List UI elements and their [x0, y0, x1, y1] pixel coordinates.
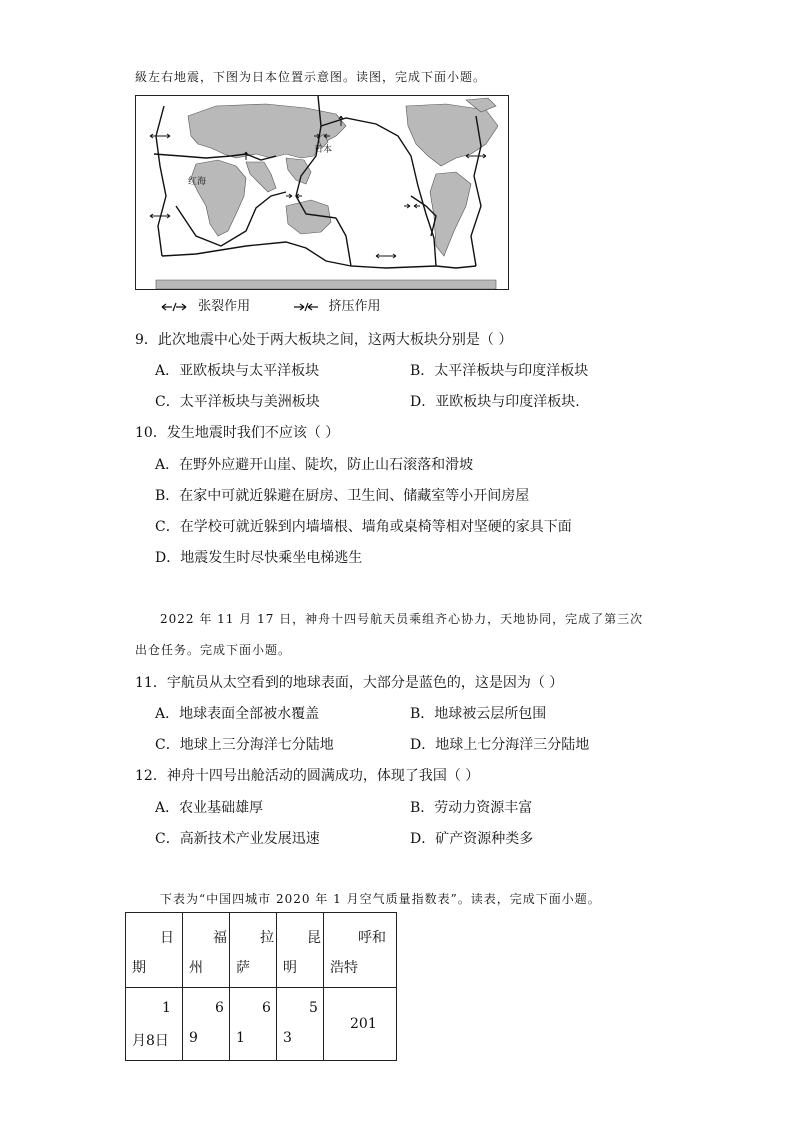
row1-lasa-part2: 1: [236, 1030, 245, 1046]
q12-option-a[interactable]: A．农业基础雄厚: [155, 800, 264, 816]
table-header-row: [126, 913, 397, 988]
q10-option-a[interactable]: A．在野外应避开山崖、陡坎，防止山石滚落和滑坡: [155, 457, 474, 473]
q12-option-b[interactable]: B．劳动力资源丰富: [410, 800, 533, 816]
header-lasa-part2: 萨: [236, 960, 250, 976]
header-kunming-part1: 昆: [307, 930, 321, 946]
header-fuzhou-part2: 州: [189, 960, 203, 976]
q10-option-b[interactable]: B．在家中可就近躲避在厨房、卫生间、储藏室等小开间房屋: [155, 488, 530, 504]
q9-option-b[interactable]: B．太平洋板块与印度洋板块: [410, 363, 589, 379]
legend-divergent-label: 张裂作用: [198, 299, 251, 314]
boundary-ridge-atlantic-left: [156, 106, 166, 256]
q10-stem: 10．发生地震时我们不应该（ ）: [135, 425, 340, 441]
header-date-part1: 日: [160, 930, 174, 946]
boundary-pacific-south: [336, 218, 436, 268]
boundary-south-arc: [162, 242, 351, 266]
arrow-divergent-3: [466, 154, 486, 158]
intro-text-1: 級左右地震，下图为日本位置示意图。读图，完成下面小题。: [135, 70, 487, 84]
row1-fuzhou-part1: 6: [215, 1000, 224, 1016]
header-kunming-part2: 明: [283, 960, 297, 976]
divergent-symbol-icon: [160, 301, 188, 313]
row1-fuzhou-part2: 9: [189, 1030, 198, 1046]
q10-option-c[interactable]: C．在学校可就近躲到内墙墙根、墙角或桌椅等相对坚硬的家具下面: [155, 519, 572, 535]
header-lasa-part1: 拉: [260, 930, 274, 946]
q9-option-a[interactable]: A．亚欧板块与太平洋板块: [155, 363, 320, 379]
row1-cell-lasa: [230, 988, 277, 1061]
q10-option-d[interactable]: D．地震发生时尽快乘坐电梯逃生: [155, 550, 363, 566]
q12-stem: 12．神舟十四号出舱活动的圆满成功，体现了我国（ ）: [135, 768, 480, 784]
boundary-africa-europe: [154, 154, 276, 160]
intro-text-2-line2: 出仓任务。完成下面小题。: [135, 643, 292, 657]
row1-huhehaote-value: 201: [350, 1016, 377, 1032]
boundary-south-atlantic: [436, 266, 476, 268]
label-red-sea: 红海: [188, 177, 207, 187]
row1-cell-kunming: [277, 988, 324, 1061]
plate-map-svg: [136, 96, 508, 289]
q11-option-c[interactable]: C．地球上三分海洋七分陆地: [155, 737, 334, 753]
row1-cell-huhehaote: [324, 988, 397, 1061]
landmass-arabia-india: [246, 162, 276, 192]
q9-stem: 9．此次地震中心处于两大板块之间，这两大板块分别是（ ）: [135, 332, 513, 348]
aqi-table: [125, 912, 397, 1061]
q11-option-a[interactable]: A．地球表面全部被水覆盖: [155, 706, 320, 722]
header-cell-date: [126, 913, 183, 988]
row1-kunming-part1: 5: [309, 1000, 318, 1016]
q12-option-c[interactable]: C．高新技术产业发展迅速: [155, 831, 320, 847]
convergent-symbol-icon: [292, 301, 320, 313]
plate-map: [135, 95, 509, 290]
intro-text-3: 下表为“中国四城市 2020 年 1 月空气质量指数表”。读表，完成下面小题。: [160, 892, 601, 906]
arrow-convergent-3: [404, 204, 420, 208]
map-legend: [160, 295, 380, 314]
q12-option-d[interactable]: D．矿产资源种类多: [410, 831, 534, 847]
q9-option-c[interactable]: C．太平洋板块与美洲板块: [155, 394, 320, 410]
arrow-divergent-4: [376, 254, 396, 258]
header-cell-huhehaote: [324, 913, 397, 988]
arrow-convergent-2: [286, 194, 302, 198]
row1-lasa-part1: 6: [262, 1000, 271, 1016]
intro-text-2-line1: 2022 年 11 月 17 日，神舟十四号航天员乘组齐心协力，天地协同，完成了第三次: [160, 612, 644, 626]
q9-option-d[interactable]: D．亚欧板块与印度洋板块.: [410, 394, 580, 410]
header-huhehaote-part1: 呼和: [358, 930, 386, 946]
q11-option-b[interactable]: B．地球被云层所包围: [410, 706, 547, 722]
row1-date-part1: 1: [162, 1000, 171, 1016]
legend-convergent-label: 挤压作用: [328, 299, 381, 314]
q11-option-d[interactable]: D．地球上七分海洋三分陆地: [410, 737, 590, 753]
row1-cell-date: [126, 988, 183, 1061]
q11-stem: 11．宇航员从太空看到的地球表面，大部分是蓝色的，这是因为（ ）: [135, 675, 564, 691]
header-date-part2: 期: [132, 960, 146, 976]
landmass-south-america: [430, 172, 471, 256]
row1-date-part2: 月8日: [132, 1033, 169, 1049]
landmass-se-asia: [286, 158, 311, 184]
header-cell-kunming: [277, 913, 324, 988]
label-japan: 日本: [314, 145, 333, 155]
header-fuzhou-part1: 福: [213, 930, 227, 946]
arrow-divergent-1: [150, 134, 170, 138]
landmass-antarctica: [156, 280, 496, 289]
header-cell-fuzhou: [183, 913, 230, 988]
header-huhehaote-part2: 浩特: [330, 960, 358, 976]
row1-cell-fuzhou: [183, 988, 230, 1061]
row1-kunming-part2: 3: [283, 1030, 292, 1046]
header-cell-lasa: [230, 913, 277, 988]
table-row: [126, 988, 397, 1061]
landmass-africa: [191, 160, 246, 236]
